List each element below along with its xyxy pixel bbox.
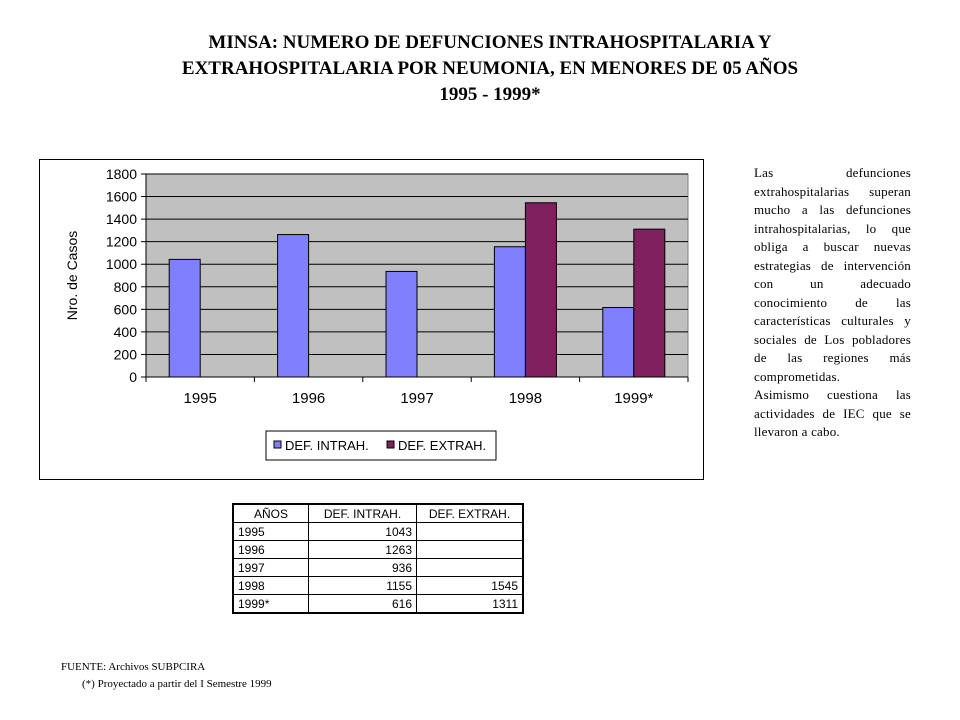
data-table xyxy=(232,503,524,614)
y-tick-label: 200 xyxy=(113,346,137,363)
cell-extra xyxy=(417,523,524,541)
page-title xyxy=(80,30,900,108)
commentary-text xyxy=(754,164,911,442)
commentary-paragraph-2: Asimismo cuestiona las actividades de IEC que se llevaron a cabo. xyxy=(754,387,911,439)
cell-intra: 1263 xyxy=(309,541,417,559)
y-tick-label: 0 xyxy=(129,369,137,385)
legend-swatch-extra xyxy=(387,441,394,448)
bar-chart xyxy=(40,160,703,479)
legend-label-intra: DEF. INTRAH. xyxy=(285,438,369,453)
table-row xyxy=(233,559,523,577)
table-row xyxy=(233,595,523,614)
header-intra: DEF. INTRAH. xyxy=(309,504,417,523)
cell-extra xyxy=(417,541,524,559)
cell-year: 1997 xyxy=(233,559,309,577)
x-tick-label: 1999* xyxy=(614,390,654,407)
cell-intra: 936 xyxy=(309,559,417,577)
cell-extra: 1545 xyxy=(417,577,524,595)
bar-intra xyxy=(494,247,525,377)
title-line-1: MINSA: NUMERO DE DEFUNCIONES INTRAHOSPITALARIA Y xyxy=(208,32,772,53)
y-tick-label: 1600 xyxy=(105,188,137,205)
title-line-3: 1995 - 1999* xyxy=(439,84,541,105)
y-tick-label: 800 xyxy=(113,278,137,295)
y-axis-label: Nro. de Casos xyxy=(64,230,80,321)
x-tick-label: 1996 xyxy=(291,390,326,407)
cell-year: 1998 xyxy=(233,577,309,595)
x-tick-label: 1995 xyxy=(183,390,217,407)
legend-label-extra: DEF. EXTRAH. xyxy=(398,438,487,453)
bar-extra xyxy=(525,203,556,377)
commentary-paragraph-1: Las defunciones extrahospitalarias superan mucho a las defunciones intrahospitalarias, lo que obliga a buscar nuevas estrategias de intervención con un adecuado conocimiento de las características culturales y sociales de Los pobladores de las regiones más comprometidas. xyxy=(754,165,911,384)
cell-extra xyxy=(417,559,524,577)
y-tick-label: 1200 xyxy=(105,233,137,250)
header-years: AÑOS xyxy=(233,504,309,523)
cell-extra: 1311 xyxy=(417,595,524,614)
y-tick-label: 1800 xyxy=(105,166,137,182)
cell-year: 1999* xyxy=(233,595,309,614)
cell-intra: 1043 xyxy=(309,523,417,541)
chart-frame xyxy=(39,159,704,480)
projection-note: (*) Proyectado a partir del I Semestre 1999 xyxy=(82,678,272,690)
legend-swatch-intra xyxy=(274,441,281,448)
x-tick-label: 1997 xyxy=(400,390,434,407)
y-tick-label: 600 xyxy=(113,301,137,318)
table-header-row xyxy=(233,504,523,523)
bar-intra xyxy=(386,271,417,377)
x-tick-label: 1998 xyxy=(508,390,543,407)
table-row xyxy=(233,541,523,559)
cell-year: 1996 xyxy=(233,541,309,559)
source-note: FUENTE: Archivos SUBPCIRA xyxy=(61,661,206,673)
bar-intra xyxy=(278,235,309,377)
cell-intra: 1155 xyxy=(309,577,417,595)
cell-year: 1995 xyxy=(233,523,309,541)
cell-intra: 616 xyxy=(309,595,417,614)
table-row xyxy=(233,577,523,595)
header-extra: DEF. EXTRAH. xyxy=(417,504,524,523)
bar-intra xyxy=(169,259,200,377)
title-line-2: EXTRAHOSPITALARIA POR NEUMONIA, EN MENORES DE 05 AÑOS xyxy=(181,58,799,79)
bar-intra xyxy=(603,308,634,377)
y-tick-label: 1000 xyxy=(105,256,137,273)
bar-extra xyxy=(634,229,665,377)
y-tick-label: 400 xyxy=(113,323,137,340)
y-tick-label: 1400 xyxy=(105,211,137,228)
table-row xyxy=(233,523,523,541)
